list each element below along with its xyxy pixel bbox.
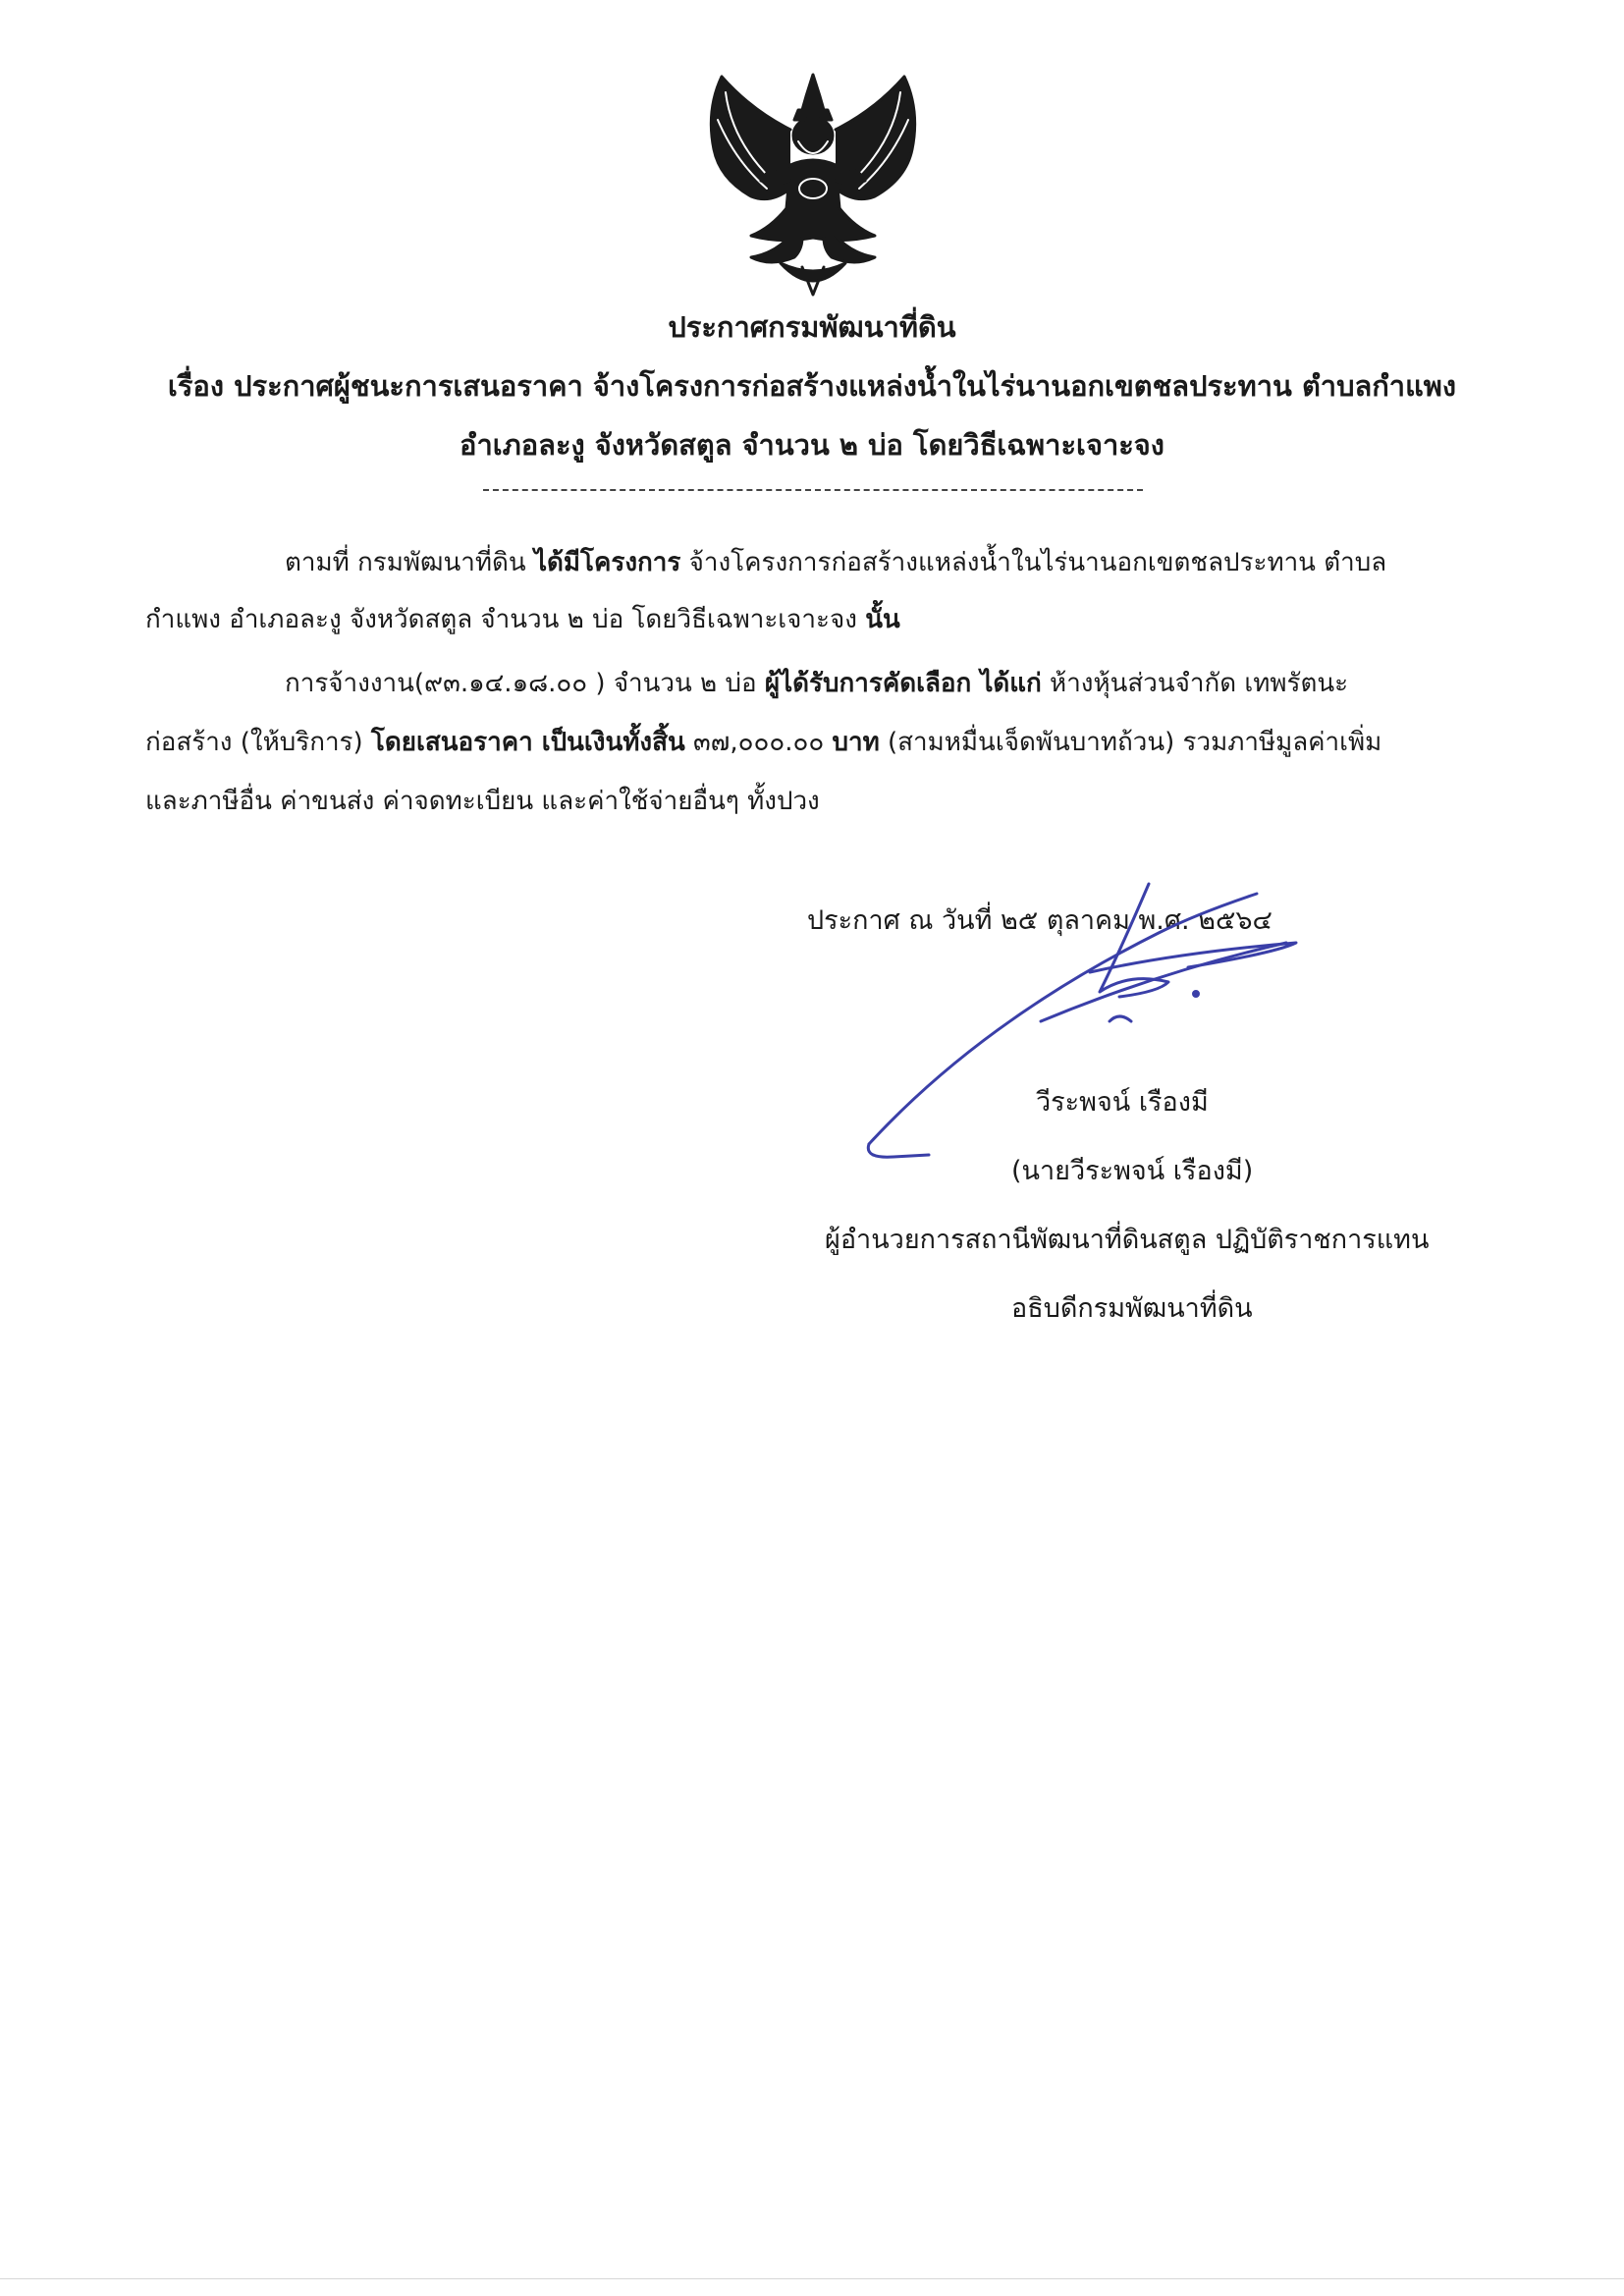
page-edge-line	[0, 2278, 1624, 2279]
subject-line-1: เรื่อง ประกาศผู้ชนะการเสนอราคา จ้างโครงการก่อสร้างแหล่งน้ำในไร่นานอกเขตชลประทาน ตำบลกำแพง	[167, 369, 1457, 403]
signer-position-line-2: อธิบดีกรมพัฒนาที่ดิน	[1011, 1293, 1253, 1324]
text-span: ๓๗,๐๐๐.๐๐	[684, 728, 833, 757]
paragraph-2-line-3: และภาษีอื่น ค่าขนส่ง ค่าจดทะเบียน และค่าใช้จ่ายอื่นๆ ทั้งปวง	[145, 787, 820, 816]
handwritten-signature	[864, 874, 1316, 1178]
text-span: จ้างโครงการก่อสร้างแหล่งน้ำในไร่นานอกเขตชลประทาน ตำบล	[680, 548, 1387, 577]
paragraph-1-line-2	[145, 599, 900, 639]
paragraph-2-line-2	[145, 722, 1381, 762]
issuer-title: ประกาศกรมพัฒนาที่ดิน	[668, 310, 956, 344]
text-span: การจ้างงาน(๙๓.๑๔.๑๘.๐๐ ) จำนวน ๒ บ่อ	[285, 669, 765, 698]
text-span: ห้างหุ้นส่วนจำกัด เทพรัตนะ	[1041, 669, 1349, 698]
announce-date: ประกาศ ณ วันที่ ๒๕ ตุลาคม พ.ศ. ๒๕๖๔	[807, 905, 1272, 936]
paragraph-2-line-1	[285, 663, 1348, 703]
signer-position-line-1: ผู้อำนวยการสถานีพัฒนาที่ดินสตูล ปฏิบัติราชการแทน	[825, 1225, 1430, 1255]
text-span-bold: ผู้ได้รับการคัดเลือก ได้แก่	[764, 669, 1042, 698]
subject-line-2: อำเภอละงู จังหวัดสตูล จำนวน ๒ บ่อ โดยวิธีเฉพาะเจาะจง	[460, 428, 1164, 462]
text-span-bold: บาท	[832, 728, 880, 757]
signer-name: วีระพจน์ เรืองมี	[1036, 1087, 1209, 1118]
text-span: (สามหมื่นเจ็ดพันบาทถ้วน) รวมภาษีมูลค่าเพิ่ม	[879, 728, 1382, 757]
text-span-bold: นั้น	[865, 605, 900, 634]
text-span: ก่อสร้าง (ให้บริการ)	[145, 728, 371, 757]
garuda-emblem-icon	[692, 71, 934, 299]
paragraph-1-line-1	[285, 542, 1386, 582]
text-span-bold: โดยเสนอราคา เป็นเงินทั้งสิ้น	[370, 728, 685, 757]
header-divider	[483, 489, 1143, 491]
text-span-bold: ได้มีโครงการ	[533, 548, 681, 577]
signer-full-name: (นายวีระพจน์ เรืองมี)	[1011, 1156, 1254, 1186]
text-span: กำแพง อำเภอละงู จังหวัดสตูล จำนวน ๒ บ่อ โดยวิธีเฉพาะเจาะจง	[145, 605, 866, 634]
text-span: ตามที่ กรมพัฒนาที่ดิน	[285, 548, 534, 577]
